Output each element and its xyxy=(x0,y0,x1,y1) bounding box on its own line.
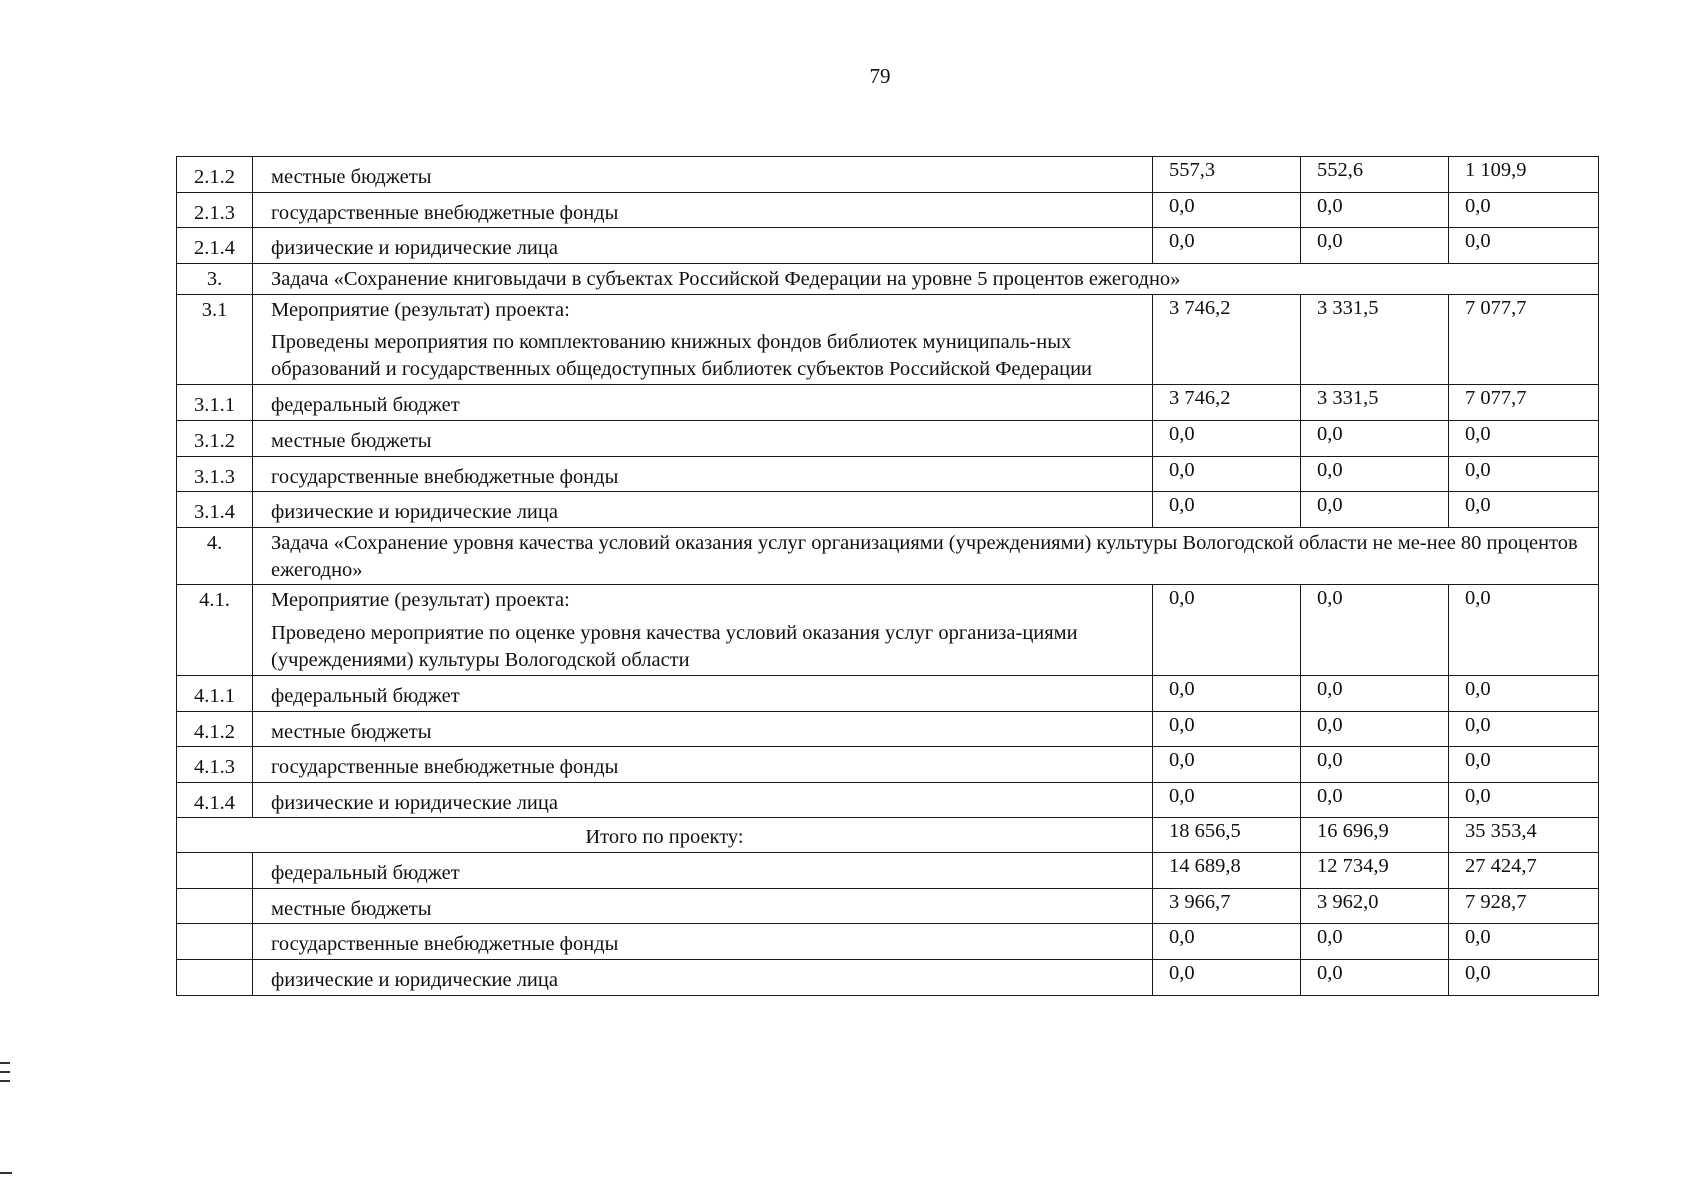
value-cell: 0,0 xyxy=(1153,960,1301,996)
row-number: 2.1.4 xyxy=(177,228,253,264)
row-number: 3.1.2 xyxy=(177,420,253,456)
measure-cell xyxy=(253,585,1153,676)
total-row xyxy=(177,818,1599,853)
row-name: федеральный бюджет xyxy=(253,675,1153,711)
empty-number-cell xyxy=(177,924,253,960)
value-cell: 557,3 xyxy=(1153,157,1301,193)
row-name: местные бюджеты xyxy=(253,420,1153,456)
row-name: государственные внебюджетные фонды xyxy=(253,456,1153,492)
total-breakdown-row xyxy=(177,924,1599,960)
value-cell: 0,0 xyxy=(1449,747,1599,783)
budget-row xyxy=(177,492,1599,528)
value-cell: 0,0 xyxy=(1449,456,1599,492)
value-cell: 7 077,7 xyxy=(1449,294,1599,385)
row-name: государственные внебюджетные фонды xyxy=(253,924,1153,960)
value-cell: 3 746,2 xyxy=(1153,294,1301,385)
margin-dash xyxy=(0,1172,12,1174)
value-cell: 3 746,2 xyxy=(1153,385,1301,421)
task-row xyxy=(177,263,1599,294)
value-cell: 552,6 xyxy=(1301,157,1449,193)
row-name: федеральный бюджет xyxy=(253,385,1153,421)
budget-row xyxy=(177,747,1599,783)
value-cell: 0,0 xyxy=(1449,711,1599,747)
measure-description: Проведено мероприятие по оценке уровня качества условий оказания услуг организа-циями (учреждениями) культуры Вологодской области xyxy=(271,621,1078,671)
value-cell: 0,0 xyxy=(1449,782,1599,818)
margin-marks xyxy=(0,1062,12,1102)
row-name: физические и юридические лица xyxy=(253,960,1153,996)
value-cell: 0,0 xyxy=(1153,675,1301,711)
page-number: 79 xyxy=(869,64,891,88)
value-cell: 27 424,7 xyxy=(1449,853,1599,889)
value-cell: 0,0 xyxy=(1449,228,1599,264)
measure-title: Мероприятие (результат) проекта: xyxy=(271,298,570,321)
empty-number-cell xyxy=(177,853,253,889)
value-cell: 0,0 xyxy=(1153,924,1301,960)
measure-cell xyxy=(253,294,1153,385)
total-value: 16 696,9 xyxy=(1301,818,1449,853)
value-cell: 0,0 xyxy=(1449,960,1599,996)
value-cell: 0,0 xyxy=(1301,492,1449,528)
value-cell: 0,0 xyxy=(1153,228,1301,264)
value-cell: 0,0 xyxy=(1301,711,1449,747)
value-cell: 0,0 xyxy=(1449,585,1599,676)
value-cell: 0,0 xyxy=(1301,675,1449,711)
row-name: местные бюджеты xyxy=(253,157,1153,193)
row-number: 2.1.3 xyxy=(177,192,253,228)
row-number: 4.1.4 xyxy=(177,782,253,818)
value-cell: 0,0 xyxy=(1449,420,1599,456)
value-cell: 0,0 xyxy=(1449,492,1599,528)
total-value: 18 656,5 xyxy=(1153,818,1301,853)
task-text: Задача «Сохранение книговыдачи в субъектах Российской Федерации на уровне 5 процентов ежегодно» xyxy=(253,263,1599,294)
row-name: физические и юридические лица xyxy=(253,492,1153,528)
task-text: Задача «Сохранение уровня качества условий оказания услуг организациями (учреждениями) культуры Вологодской области не ме-нее 80 процентов ежегодно» xyxy=(253,527,1599,584)
value-cell: 12 734,9 xyxy=(1301,853,1449,889)
value-cell: 14 689,8 xyxy=(1153,853,1301,889)
measure-row xyxy=(177,294,1599,385)
row-name: государственные внебюджетные фонды xyxy=(253,192,1153,228)
value-cell: 3 966,7 xyxy=(1153,888,1301,924)
total-breakdown-row xyxy=(177,853,1599,889)
row-number: 4.1.1 xyxy=(177,675,253,711)
total-breakdown-row xyxy=(177,960,1599,996)
budget-row xyxy=(177,711,1599,747)
empty-number-cell xyxy=(177,960,253,996)
value-cell: 0,0 xyxy=(1301,420,1449,456)
empty-number-cell xyxy=(177,888,253,924)
value-cell: 0,0 xyxy=(1153,192,1301,228)
value-cell: 0,0 xyxy=(1301,747,1449,783)
total-breakdown-row xyxy=(177,888,1599,924)
value-cell: 0,0 xyxy=(1301,585,1449,676)
value-cell: 0,0 xyxy=(1153,456,1301,492)
value-cell: 3 331,5 xyxy=(1301,385,1449,421)
row-number: 3.1 xyxy=(177,294,253,385)
value-cell: 0,0 xyxy=(1153,492,1301,528)
budget-row xyxy=(177,675,1599,711)
row-name: федеральный бюджет xyxy=(253,853,1153,889)
row-name: государственные внебюджетные фонды xyxy=(253,747,1153,783)
row-number: 4.1.2 xyxy=(177,711,253,747)
task-row xyxy=(177,527,1599,584)
row-number: 3. xyxy=(177,263,253,294)
value-cell: 0,0 xyxy=(1301,924,1449,960)
row-name: местные бюджеты xyxy=(253,711,1153,747)
budget-row xyxy=(177,782,1599,818)
value-cell: 0,0 xyxy=(1153,711,1301,747)
row-name: физические и юридические лица xyxy=(253,782,1153,818)
budget-row xyxy=(177,192,1599,228)
value-cell: 0,0 xyxy=(1153,585,1301,676)
value-cell: 3 962,0 xyxy=(1301,888,1449,924)
value-cell: 0,0 xyxy=(1153,782,1301,818)
value-cell: 0,0 xyxy=(1301,192,1449,228)
row-number: 2.1.2 xyxy=(177,157,253,193)
table-body xyxy=(177,157,1599,996)
measure-description: Проведены мероприятия по комплектованию книжных фондов библиотек муниципаль-ных образований и государственных общедоступных библиотек субъектов Российской Федерации xyxy=(271,331,1093,381)
measure-row xyxy=(177,585,1599,676)
value-cell: 0,0 xyxy=(1449,192,1599,228)
row-number: 4. xyxy=(177,527,253,584)
row-number: 4.1. xyxy=(177,585,253,676)
value-cell: 0,0 xyxy=(1153,747,1301,783)
value-cell: 7 928,7 xyxy=(1449,888,1599,924)
value-cell: 0,0 xyxy=(1301,228,1449,264)
row-name: местные бюджеты xyxy=(253,888,1153,924)
budget-row xyxy=(177,456,1599,492)
value-cell: 3 331,5 xyxy=(1301,294,1449,385)
value-cell: 0,0 xyxy=(1301,456,1449,492)
value-cell: 7 077,7 xyxy=(1449,385,1599,421)
budget-row xyxy=(177,157,1599,193)
total-label: Итого по проекту: xyxy=(177,818,1153,853)
value-cell: 0,0 xyxy=(1301,782,1449,818)
budget-row xyxy=(177,385,1599,421)
row-number: 3.1.4 xyxy=(177,492,253,528)
budget-table xyxy=(176,156,1599,996)
value-cell: 0,0 xyxy=(1301,960,1449,996)
measure-title: Мероприятие (результат) проекта: xyxy=(271,589,570,612)
total-value: 35 353,4 xyxy=(1449,818,1599,853)
value-cell: 1 109,9 xyxy=(1449,157,1599,193)
value-cell: 0,0 xyxy=(1449,924,1599,960)
budget-row xyxy=(177,228,1599,264)
value-cell: 0,0 xyxy=(1153,420,1301,456)
row-name: физические и юридические лица xyxy=(253,228,1153,264)
row-number: 3.1.3 xyxy=(177,456,253,492)
budget-row xyxy=(177,420,1599,456)
row-number: 4.1.3 xyxy=(177,747,253,783)
row-number: 3.1.1 xyxy=(177,385,253,421)
value-cell: 0,0 xyxy=(1449,675,1599,711)
